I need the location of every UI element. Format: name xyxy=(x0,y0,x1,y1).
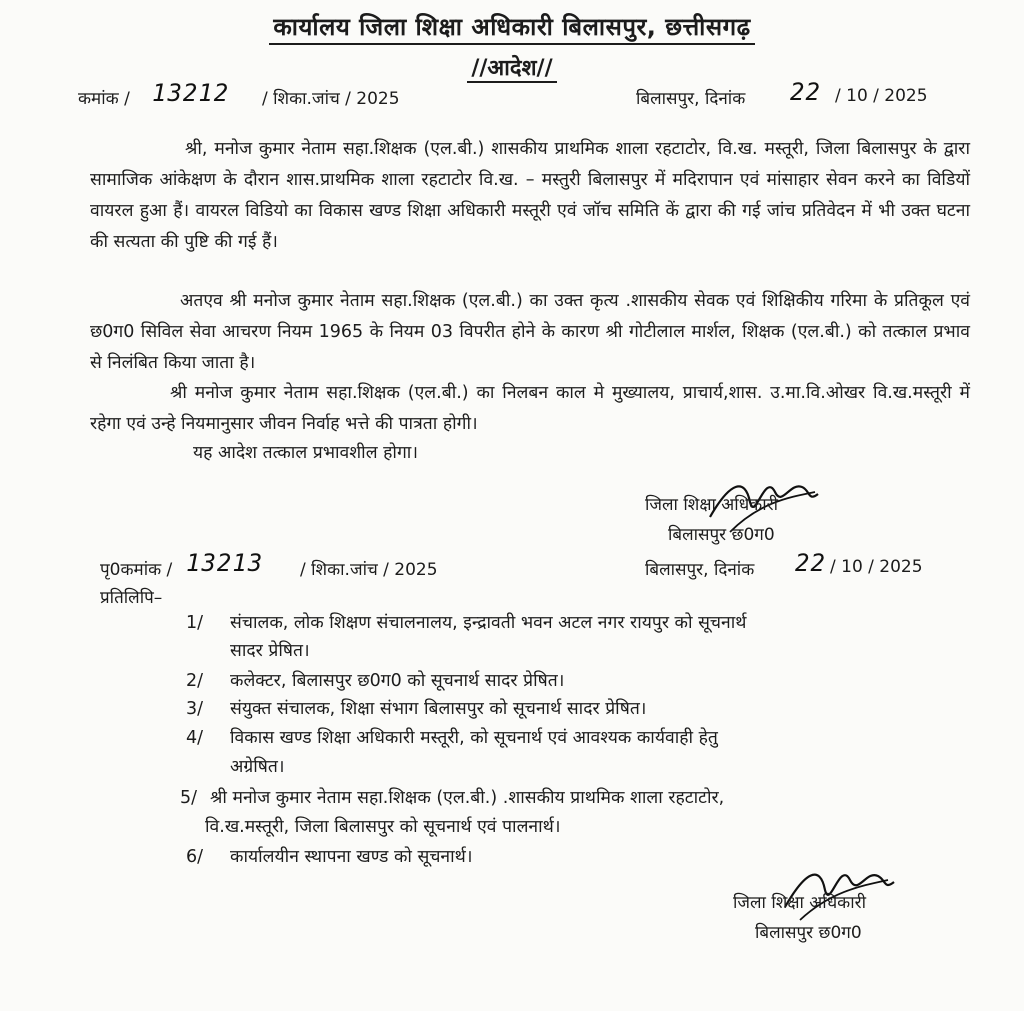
order-date-day: 22 xyxy=(790,78,821,106)
copy-item-text: संचालक, लोक शिक्षण संचालनालय, इन्द्रावती भवन अटल नगर रायपुर को सूचनार्थ xyxy=(230,613,747,633)
copy-item-number: 5/ xyxy=(180,788,198,808)
copy-item-text: कलेक्टर, बिलासपुर छ0ग0 को सूचनार्थ सादर प्रेषित। xyxy=(230,671,565,691)
copy-heading: प्रतिलिपि– xyxy=(100,588,163,608)
copy-item xyxy=(186,666,564,696)
copy-item xyxy=(186,723,718,753)
signature-1-title: जिला शिक्षा अधिकारी xyxy=(645,495,778,515)
endorsement-ref-prefix: पृ0कमांक / xyxy=(100,560,173,580)
copy-item-number: 3/ xyxy=(186,699,204,719)
body-paragraph-3: श्री मनोज कुमार नेताम सहा.शिक्षक (एल.बी.) का निलबन काल मे मुख्यालय, प्राचार्य,शास. उ.मा.वि.ओखर वि.ख.मस्तूरी में रहेगा एवं उन्हे नियमानुसार जीवन निर्वाह भत्ते की पात्रता होगी। xyxy=(90,383,970,434)
copy-item-text: संयुक्त संचालक, शिक्षा संभाग बिलासपुर को सूचनार्थ सादर प्रेषित। xyxy=(230,699,647,719)
copy-item xyxy=(186,608,746,638)
copy-item-number: 6/ xyxy=(186,847,204,867)
endorsement-date-month-year: / 10 / 2025 xyxy=(830,557,923,577)
copy-item-text: कार्यालयीन स्थापना खण्ड को सूचनार्थ। xyxy=(230,847,473,867)
endorsement-date-day: 22 xyxy=(795,549,826,577)
order-place-date-label: बिलासपुर, दिनांक xyxy=(636,89,746,109)
copy-item xyxy=(180,783,724,813)
body-paragraph-1: श्री, मनोज कुमार नेताम सहा.शिक्षक (एल.बी.) शासकीय प्राथमिक शाला रहटाटोर, वि.ख. मस्तूरी, जिला बिलासपुर के द्वारा सामाजिक आंकेक्षण के दौरान शास.प्राथमिक शाला रहटाटोर वि.ख. – मस्तुरी बिलासपुर में मदिरापान एवं मांसाहार सेवन करने का विडियों वायरल हुआ हैं। वायरल विडियो का विकास खण्ड शिक्षा अधिकारी मस्तूरी एवं जॉच समिति कें द्वारा की गई जांच प्रतिवेदन में भी उक्त घटना की सत्यता की पुष्टि की गई हैं। xyxy=(90,139,970,252)
body-paragraph-4: यह आदेश तत्काल प्रभावशील होगा। xyxy=(193,443,418,463)
endorsement-ref-number: 13213 xyxy=(186,549,264,577)
copy-item xyxy=(186,842,473,872)
copy-item-number: 4/ xyxy=(186,728,204,748)
copy-item-continuation: सादर प्रेषित। xyxy=(230,641,310,661)
copy-item xyxy=(186,694,646,724)
order-ref-suffix: / शिका.जांच / 2025 xyxy=(262,89,400,109)
signature-2-title: जिला शिक्षा अधिकारी xyxy=(733,893,866,913)
copy-item-number: 2/ xyxy=(186,671,204,691)
copy-item-continuation: अग्रेषित। xyxy=(230,757,285,777)
copy-item-text: विकास खण्ड शिक्षा अधिकारी मस्तूरी, को सूचनार्थ एवं आवश्यक कार्यवाही हेतु xyxy=(230,728,718,748)
order-date-month-year: / 10 / 2025 xyxy=(835,86,928,106)
copy-item-text: श्री मनोज कुमार नेताम सहा.शिक्षक (एल.बी.) .शासकीय प्राथमिक शाला रहटाटोर, xyxy=(210,788,725,808)
order-ref-prefix: कमांक / xyxy=(78,89,130,109)
copy-item-continuation: वि.ख.मस्तूरी, जिला बिलासपुर को सूचनार्थ एवं पालनार्थ। xyxy=(205,817,561,837)
office-title: कार्यालय जिला शिक्षा अधिकारी बिलासपुर, छत्तीसगढ़ xyxy=(0,10,1024,43)
order-heading: //आदेश// xyxy=(0,52,1024,82)
order-ref-number: 13212 xyxy=(152,79,230,107)
signature-1-place: बिलासपुर छ0ग0 xyxy=(668,525,775,545)
body-paragraph-2: अतएव श्री मनोज कुमार नेताम सहा.शिक्षक (एल.बी.) का उक्त कृत्य .शासकीय सेवक एवं शिक्षिकीय गरिमा के प्रतिकूल एवं छ0ग0 सिविल सेवा आचरण नियम 1965 के नियम 03 विपरीत होने के कारण श्री गोटीलाल मार्शल, शिक्षक (एल.बी.) को तत्काल प्रभाव से निलंबित किया जाता है। xyxy=(90,291,970,373)
signature-2-place: बिलासपुर छ0ग0 xyxy=(755,923,862,943)
endorsement-place-date-label: बिलासपुर, दिनांक xyxy=(645,560,755,580)
copy-item-number: 1/ xyxy=(186,613,204,633)
endorsement-ref-suffix: / शिका.जांच / 2025 xyxy=(300,560,438,580)
